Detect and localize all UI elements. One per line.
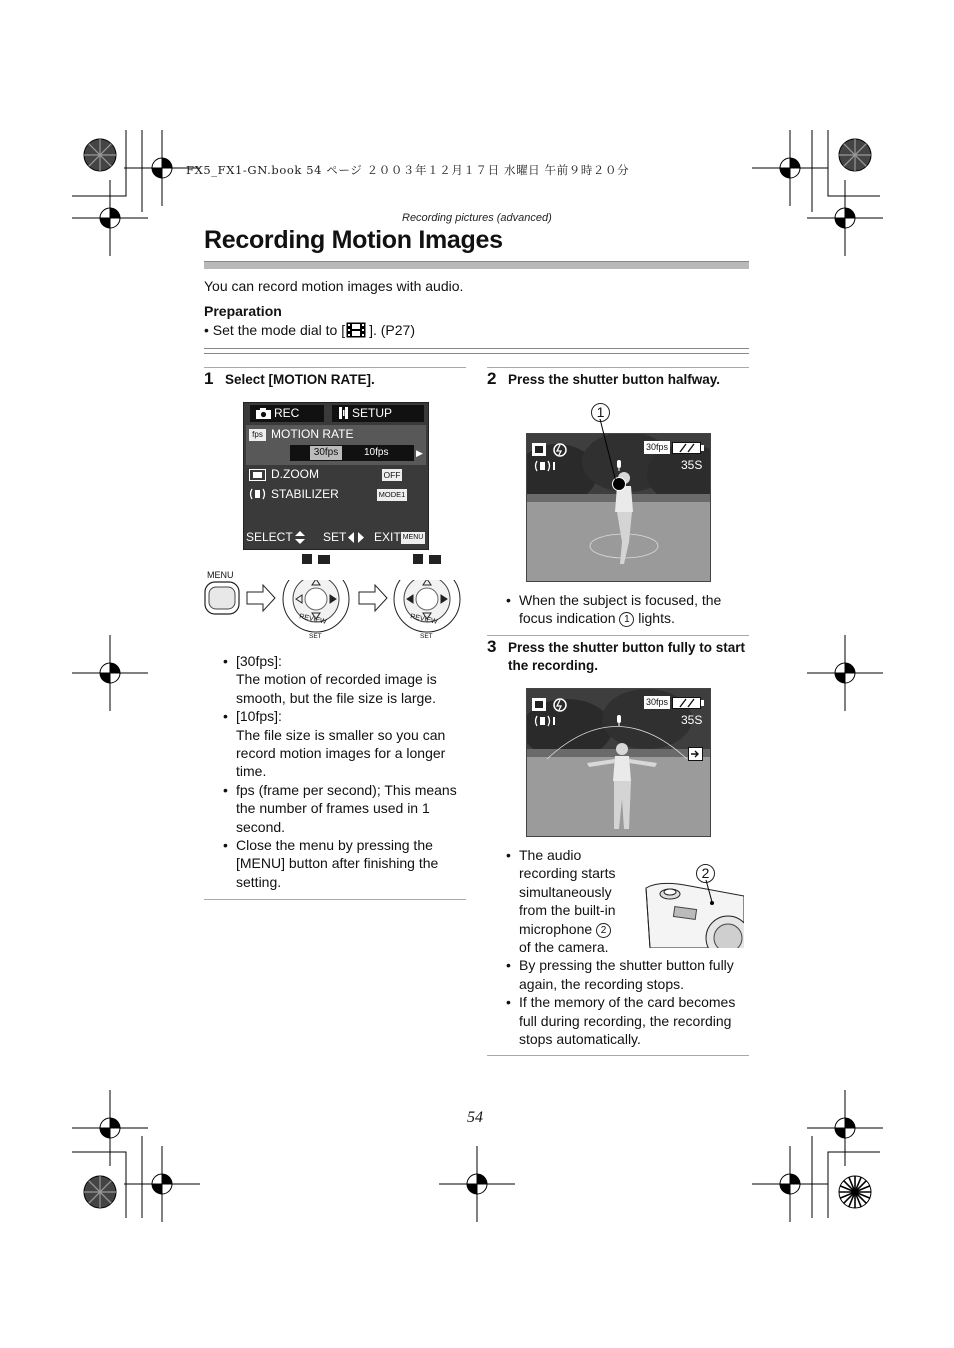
prep-text-before: • Set the mode dial to [ — [204, 322, 346, 338]
tab-rec-label: REC — [274, 406, 300, 420]
recording-preview-photo — [526, 688, 711, 837]
step2-number: 2 — [487, 369, 497, 388]
stabilizer-screen-icon — [534, 460, 558, 472]
callout-1: 1 — [591, 403, 610, 422]
exit-hint: EXIT — [374, 530, 401, 544]
step1-bullets — [223, 652, 465, 891]
step3-rule — [487, 635, 749, 636]
card-access-icon — [688, 747, 703, 761]
right-arrow-icon: ▶ — [416, 448, 423, 458]
left-right-arrows-icon — [348, 532, 364, 543]
step2-bullets — [506, 591, 746, 628]
screen-fps-2: 30fps — [645, 697, 669, 707]
section-divider-bottom — [204, 353, 749, 354]
preparation-label: Preparation — [204, 303, 282, 319]
lcd-menu-screen — [243, 402, 429, 550]
bullet-memory-full: • If the memory of the card becomes full during recording, the recording stops automatically. — [506, 993, 746, 1048]
step2-text: Press the shutter button halfway. — [508, 372, 721, 387]
callout-1-leader — [590, 418, 620, 488]
screen-fps: 30fps — [645, 442, 669, 452]
battery-icon — [672, 442, 704, 454]
exposure-flash-icons-2 — [413, 554, 443, 565]
step3-number: 3 — [487, 637, 497, 656]
stabilizer-icon — [249, 488, 266, 500]
exposure-flash-icons — [302, 554, 332, 565]
up-down-arrows-icon — [295, 531, 305, 544]
dzoom-label: D.ZOOM — [271, 467, 319, 481]
mode-flash-icons — [532, 443, 568, 457]
stabilizer-screen-icon-2 — [534, 715, 558, 727]
step3-text: Press the shutter button fully to start the recording. — [508, 640, 746, 673]
bullet-focus-indication: • When the subject is focused, the focus indication 1 lights. — [506, 591, 746, 628]
stabilizer-label: STABILIZER — [271, 487, 339, 501]
battery-icon-2 — [672, 697, 704, 709]
select-hint: SELECT — [246, 530, 293, 544]
screen-remaining-time-2: 35S — [681, 713, 703, 727]
microphone-icon-2 — [614, 715, 624, 727]
step3-end-rule — [487, 1055, 749, 1056]
digital-zoom-icon — [249, 469, 266, 481]
option-10fps: 10fps — [364, 447, 389, 458]
bullet-audio-recording: • The audio recording starts simultaneously from the built-in microphone 2 of the camera. — [506, 846, 746, 956]
step2-rule — [487, 367, 749, 368]
screen-remaining-time: 35S — [681, 458, 703, 472]
setup-wrench-icon — [338, 407, 350, 419]
dial-set-label-2: SET — [420, 633, 433, 640]
intro-text: You can record motion images with audio. — [204, 278, 464, 294]
bullet-fps-definition: • fps (frame per second); This means the number of frames used in 1 second. — [223, 781, 465, 836]
page-title: Recording Motion Images — [204, 226, 503, 254]
menu-button-label: MENU — [207, 570, 234, 580]
bullet-30fps: • [30fps]: The motion of recorded image is smooth, but the file size is large. — [223, 652, 465, 707]
bullet-10fps: • [10fps]: The file size is smaller so you can record motion images for a longer time. — [223, 707, 465, 781]
running-head: Recording pictures (advanced) — [402, 212, 552, 224]
motion-picture-mode-icon — [346, 322, 366, 338]
section-divider-top — [204, 348, 749, 349]
bullet-stop-recording: • By pressing the shutter button fully again, the recording stops. — [506, 956, 746, 993]
motion-rate-options — [290, 445, 414, 461]
dial-review-label: REVIEW — [298, 613, 328, 626]
title-underline — [204, 261, 749, 269]
callout-1-ref: 1 — [619, 612, 634, 627]
step1-number: 1 — [204, 369, 214, 388]
motion-rate-label: MOTION RATE — [271, 427, 354, 441]
callout-2: 2 — [696, 864, 715, 883]
print-slug: FX5_FX1-GN.book 54 ページ ２００３年１２月１７日 水曜日 午前９時２０分 — [186, 163, 630, 177]
bullet-close-menu: • Close the menu by pressing the [MENU] button after finishing the setting. — [223, 836, 465, 891]
page-number: 54 — [467, 1109, 483, 1126]
dzoom-value: OFF — [383, 470, 401, 480]
mode-flash-icons-2 — [532, 698, 568, 712]
preparation-item — [204, 321, 415, 340]
menu-badge: MENU — [401, 532, 425, 544]
callout-2-ref: 2 — [596, 923, 611, 938]
step1-text: Select [MOTION RATE]. — [225, 372, 375, 387]
set-hint: SET — [323, 530, 347, 544]
camera-icon — [256, 408, 271, 419]
dial-set-label: SET — [309, 633, 322, 640]
step1-rule — [204, 367, 466, 368]
fps-icon: fps — [249, 429, 266, 441]
dial-review-label-2: REVIEW — [409, 613, 439, 626]
step1-end-rule — [204, 899, 466, 900]
prep-text-after: ]. (P27) — [369, 322, 415, 338]
tab-setup-label: SETUP — [352, 406, 393, 420]
stabilizer-value: MODE1 — [378, 490, 406, 499]
camera-microphone-illustration — [640, 880, 744, 948]
option-30fps: 30fps — [310, 446, 342, 460]
